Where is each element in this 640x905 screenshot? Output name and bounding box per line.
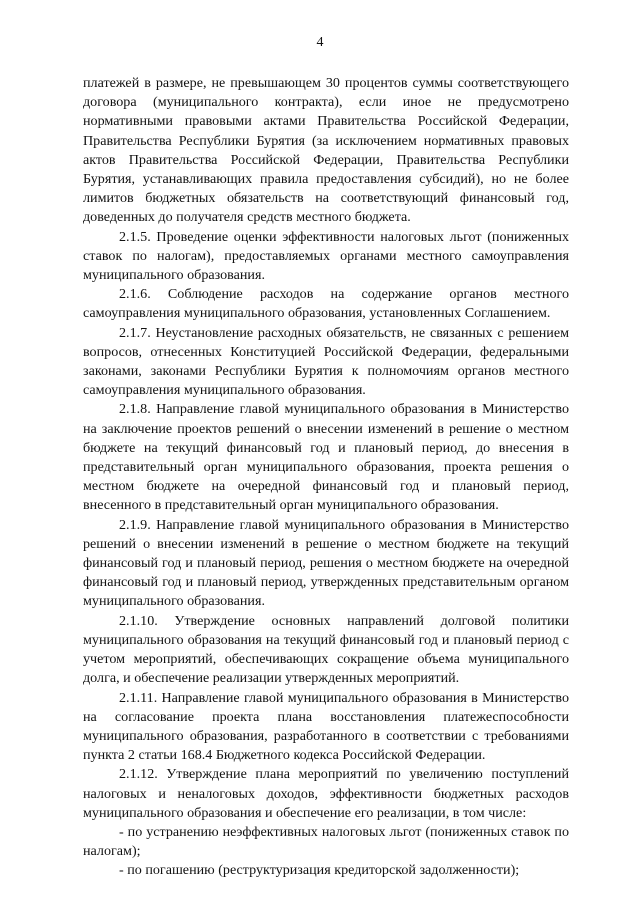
document-body xyxy=(83,74,569,881)
paragraph: 2.1.11. Направление главой муниципального образования в Министерство на согласование проекта плана восстановления платежеспособности муниципального образования, разработанного в соответствии с требованиями пункта 2 статьи 168.4 Бюджетного кодекса Российской Федерации. xyxy=(83,689,569,764)
paragraph: 2.1.12. Утверждение плана мероприятий по увеличению поступлений налоговых и неналоговых доходов, эффективности бюджетных расходов муниципального образования и обеспечение его реализации, в том числе: xyxy=(83,766,569,821)
paragraph: 2.1.7. Неустановление расходных обязательств, не связанных с решением вопросов, отнесенных Конституцией Российской Федерации, федеральными законами, законами Республики Бурятия к полномочиям органов местного самоуправления муниципального образования. xyxy=(83,324,569,399)
paragraph: - по погашению (реструктуризация кредиторской задолженности); xyxy=(119,862,520,879)
paragraph: 2.1.6. Соблюдение расходов на содержание органов местного самоуправления муниципального образования, установленных Соглашением. xyxy=(83,286,569,322)
paragraph: 2.1.10. Утверждение основных направлений долговой политики муниципального образования на текущий финансовый год и плановый период с учетом мероприятий, обеспечивающих сокращение объема муниципального долга, и обеспечение реализации утвержденных мероприятий. xyxy=(83,612,569,687)
paragraph: 2.1.5. Проведение оценки эффективности налоговых льгот (пониженных ставок по налогам), предоставляемых органами местного самоуправления муниципального образования. xyxy=(83,228,569,284)
paragraph: платежей в размере, не превышающем 30 процентов суммы соответствующего договора (муниципального контракта), если иное не предусмотрено нормативными правовыми актами Правительства Российской Федерации, Правительства Республики Бурятия (за исключением нормативных правовых актов Правительства Российской Федерации, Правительства Республики Бурятия, устанавливающих правила предоставления субсидий), но не более лимитов бюджетных обязательств на соответствующий финансовый год, доведенных до получателя средств местного бюджета. xyxy=(83,75,569,226)
paragraph: 2.1.8. Направление главой муниципального образования в Министерство на заключение проектов решений о внесении изменений в решение о местном бюджете на текущий финансовый год и плановый период, до внесения в представительный орган муниципального образования, проекта решения о местном бюджете на очередной финансовый год и плановый период, внесенного в представительный орган муниципального образования. xyxy=(83,401,569,514)
page-number: 4 xyxy=(316,35,324,50)
paragraph: 2.1.9. Направление главой муниципального образования в Министерство решений о внесении изменений в решение о местном бюджете на текущий финансовый год и плановый период, решения о местном бюджете на очередной финансовый год и плановый период, утвержденных представительным органом муниципального образования. xyxy=(83,516,569,610)
paragraph: - по устранению неэффективных налоговых льгот (пониженных ставок по налогам); xyxy=(83,823,569,860)
